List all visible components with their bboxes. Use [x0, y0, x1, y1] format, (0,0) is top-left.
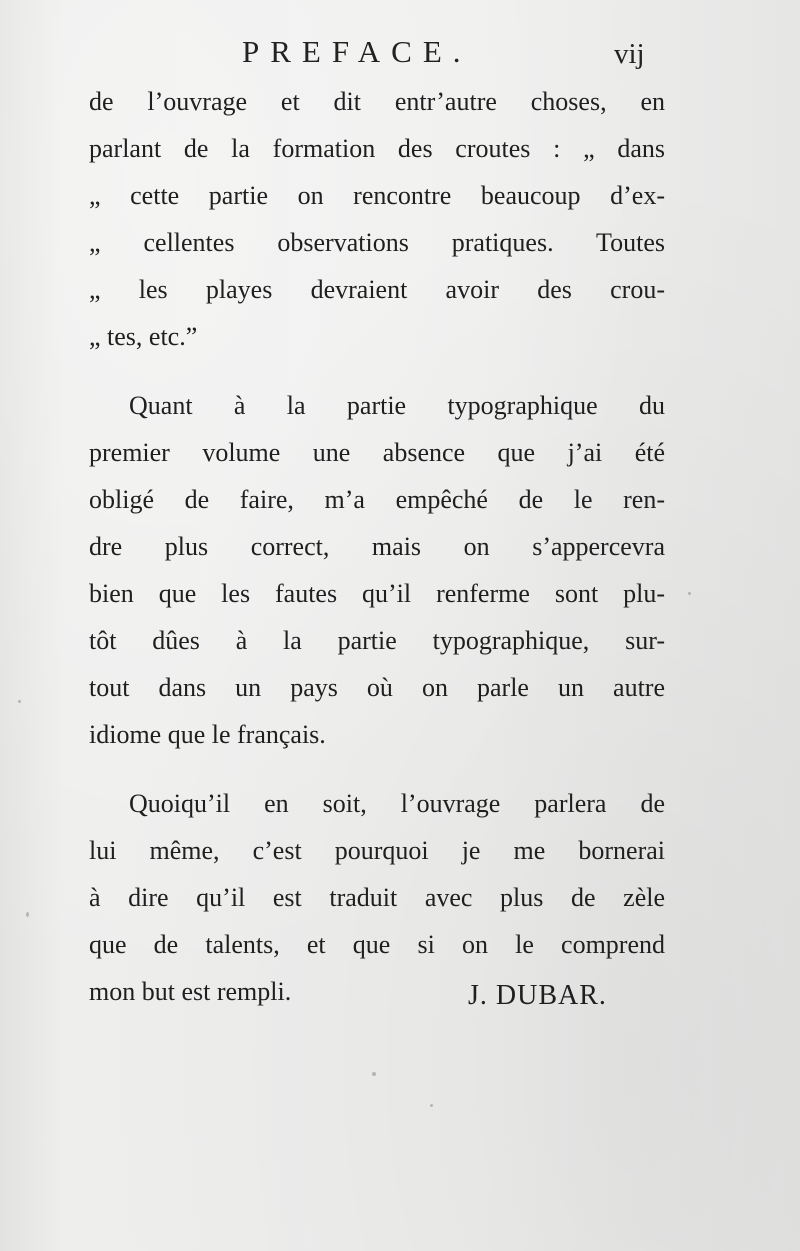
text-line: premier volume une absence que j’ai été	[89, 438, 665, 467]
text-line: de l’ouvrage et dit entr’autre choses, en	[89, 87, 665, 116]
text-line: parlant de la formation des croutes : „ dans	[89, 134, 665, 163]
text-line: „ tes, etc.”	[89, 322, 198, 351]
paper-speck	[372, 1072, 376, 1076]
text-line: Quant à la partie typographique du	[129, 391, 665, 420]
body-text	[89, 78, 665, 1015]
text-line: bien que les fautes qu’il renferme sont plu-	[89, 579, 665, 608]
page-header	[0, 34, 800, 84]
paragraph-continuation	[89, 78, 665, 360]
paper-speck	[26, 912, 29, 917]
page-number: vij	[614, 38, 645, 70]
text-line: lui même, c’est pourquoi je me bornerai	[89, 836, 665, 865]
text-line: dre plus correct, mais on s’appercevra	[89, 532, 665, 561]
author-signature: J. DUBAR.	[468, 980, 607, 1011]
text-line: que de talents, et que si on le comprend	[89, 930, 665, 959]
text-line: à dire qu’il est traduit avec plus de zèle	[89, 883, 665, 912]
paper-speck	[688, 592, 691, 595]
paper-speck	[430, 1104, 433, 1107]
paper-speck	[18, 700, 21, 703]
running-title: PREFACE.	[242, 34, 472, 69]
text-line: „ cellentes observations pratiques. Toutes	[89, 228, 665, 257]
text-line: mon but est rempli.	[89, 977, 292, 1006]
text-line: idiome que le français.	[89, 720, 326, 749]
paragraph-typography	[89, 382, 665, 758]
text-line: Quoiqu’il en soit, l’ouvrage parlera de	[129, 789, 665, 818]
text-line: tout dans un pays où on parle un autre	[89, 673, 665, 702]
text-line: „ les playes devraient avoir des crou-	[89, 275, 665, 304]
text-line: obligé de faire, m’a empêché de le ren-	[89, 485, 665, 514]
text-line: tôt dûes à la partie typographique, sur-	[89, 626, 665, 655]
text-line: „ cette partie on rencontre beaucoup d’ex-	[89, 181, 665, 210]
